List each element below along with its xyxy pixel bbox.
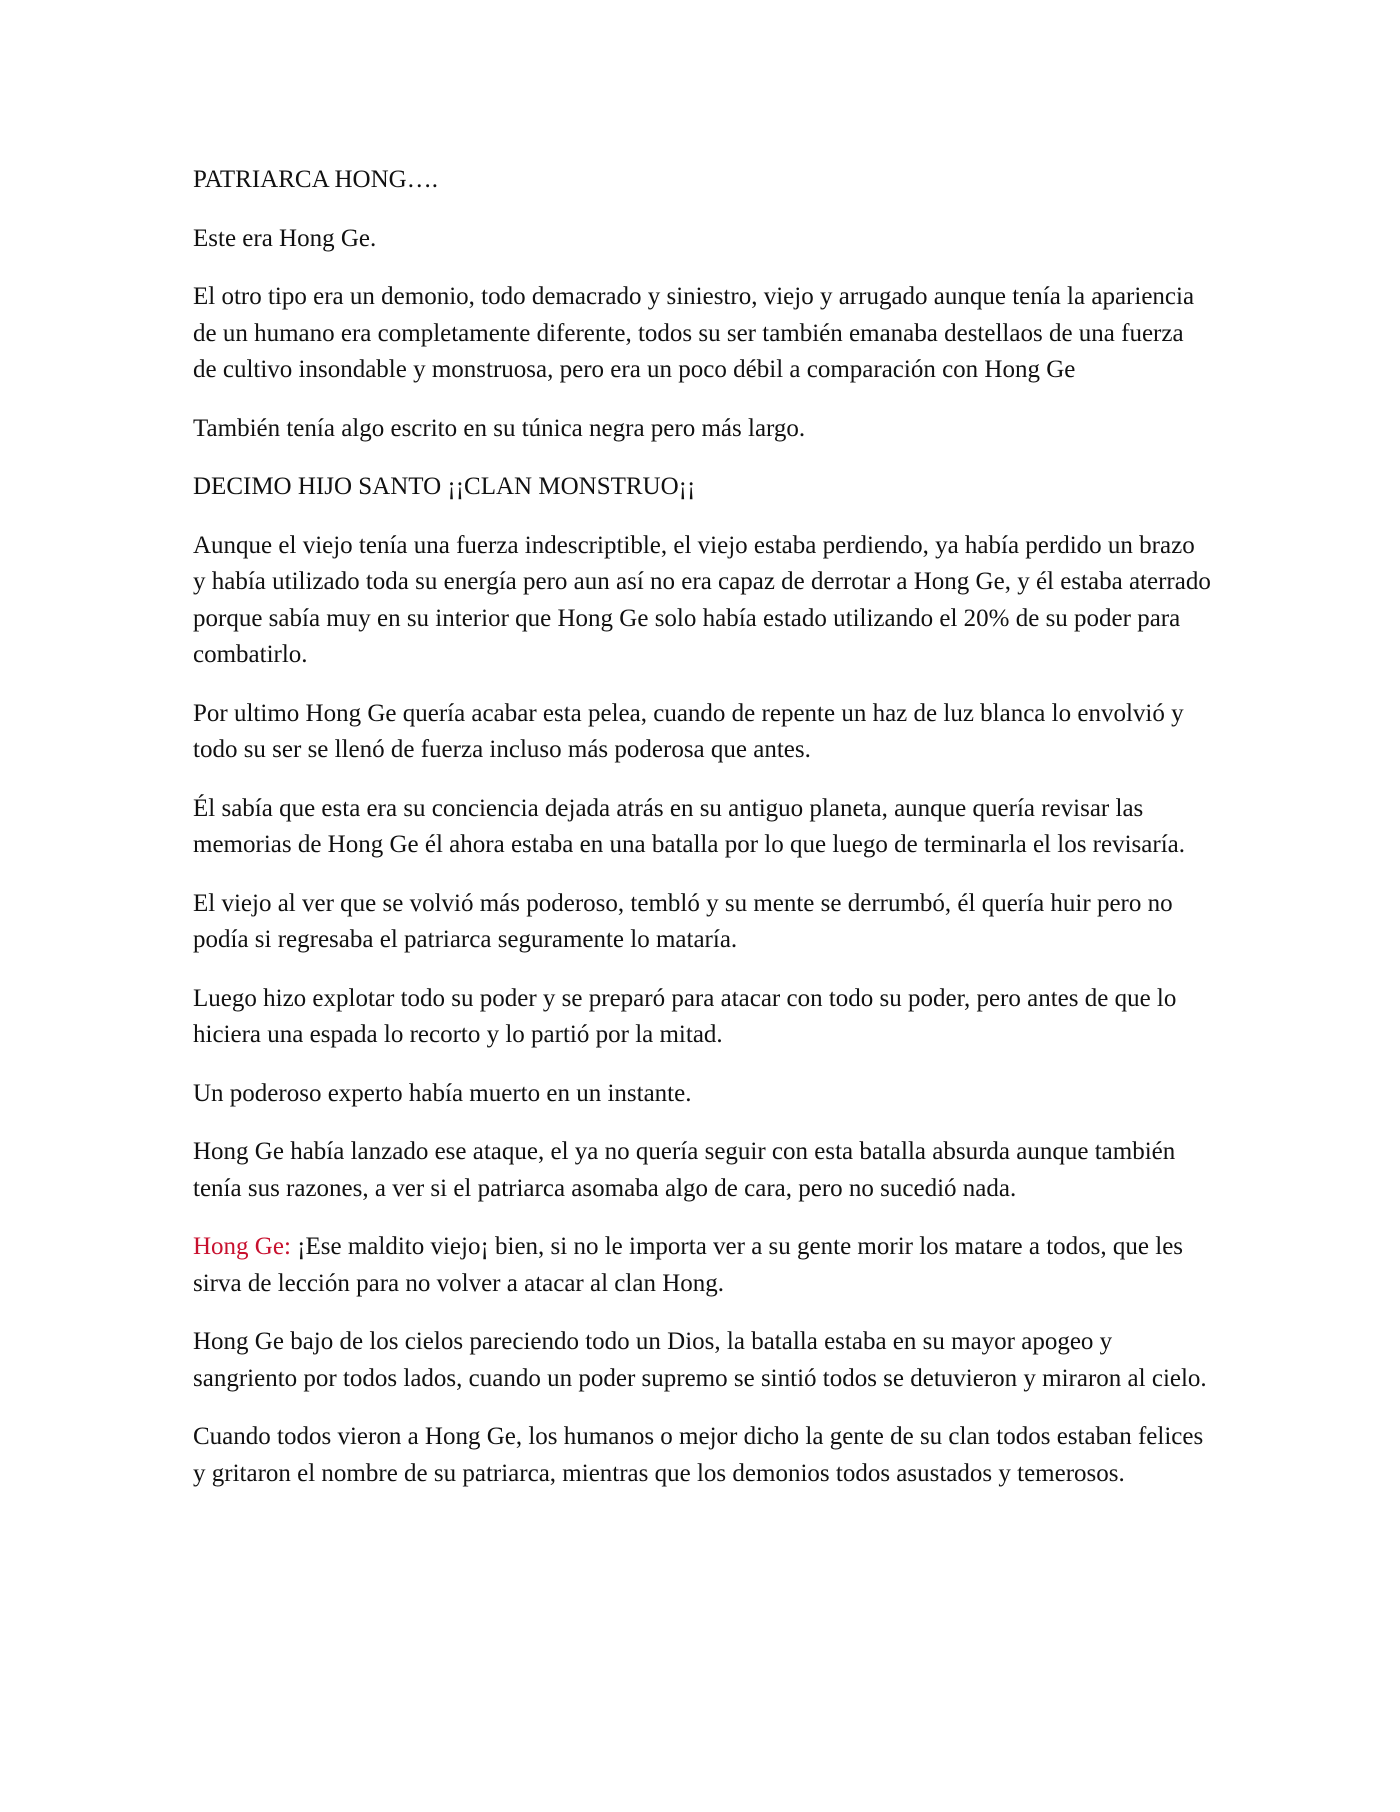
paragraph: El otro tipo era un demonio, todo demacrado y siniestro, viejo y arrugado aunque tenía la apariencia de un humano era completamente diferente, todos su ser también emanaba destellaos de una fuerza de cultivo insondable y monstruosa, pero era un poco débil a comparación con Hong Ge <box>193 283 1195 383</box>
dialogue-paragraph <box>193 1229 1213 1302</box>
paragraph: También tenía algo escrito en su túnica negra pero más largo. <box>193 414 806 442</box>
paragraph: Un poderoso experto había muerto en un instante. <box>193 1079 692 1107</box>
paragraph: El viejo al ver que se volvió más poderoso, tembló y su mente se derrumbó, él quería huir pero no podía si regresaba el patriarca seguramente lo mataría. <box>193 889 1173 953</box>
paragraph: Aunque el viejo tenía una fuerza indescriptible, el viejo estaba perdiendo, ya había perdido un brazo y había utilizado toda su energía pero aun así no era capaz de derrotar a Hong Ge, y él estaba aterrado porque sabía muy en su interior que Hong Ge solo había estado utilizando el 20% de su poder para combatirlo. <box>193 531 1211 668</box>
paragraph: Este era Hong Ge. <box>193 224 377 252</box>
document-body <box>193 162 1213 1514</box>
paragraph: Hong Ge había lanzado ese ataque, el ya no quería seguir con esta batalla absurda aunque también tenía sus razones, a ver si el patriarca asomaba algo de cara, pero no sucedió nada. <box>193 1138 1176 1202</box>
paragraph: DECIMO HIJO SANTO ¡¡CLAN MONSTRUO¡¡ <box>193 473 696 500</box>
chapter-heading: PATRIARCA HONG…. <box>193 166 438 193</box>
paragraph: Hong Ge bajo de los cielos pareciendo todo un Dios, la batalla estaba en su mayor apogeo y sangriento por todos lados, cuando un poder supremo se sintió todos se detuvieron y miraron al cielo. <box>193 1328 1207 1392</box>
paragraph: Por ultimo Hong Ge quería acabar esta pelea, cuando de repente un haz de luz blanca lo envolvió y todo su ser se llenó de fuerza incluso más poderosa que antes. <box>193 699 1184 763</box>
paragraph: Él sabía que esta era su conciencia dejada atrás en su antiguo planeta, aunque quería revisar las memorias de Hong Ge él ahora estaba en una batalla por lo que luego de terminarla el los revisaría. <box>193 794 1185 858</box>
paragraph: Luego hizo explotar todo su poder y se preparó para atacar con todo su poder, pero antes de que lo hiciera una espada lo recorto y lo partió por la mitad. <box>193 984 1177 1048</box>
paragraph: Cuando todos vieron a Hong Ge, los humanos o mejor dicho la gente de su clan todos estaban felices y gritaron el nombre de su patriarca, mientras que los demonios todos asustados y temerosos. <box>193 1423 1204 1487</box>
dialogue-speaker: Hong Ge: <box>193 1233 291 1260</box>
dialogue-text: ¡Ese maldito viejo¡ bien, si no le importa ver a su gente morir los matare a todos, que les sirva de lección para no volver a atacar al clan Hong. <box>193 1233 1184 1297</box>
